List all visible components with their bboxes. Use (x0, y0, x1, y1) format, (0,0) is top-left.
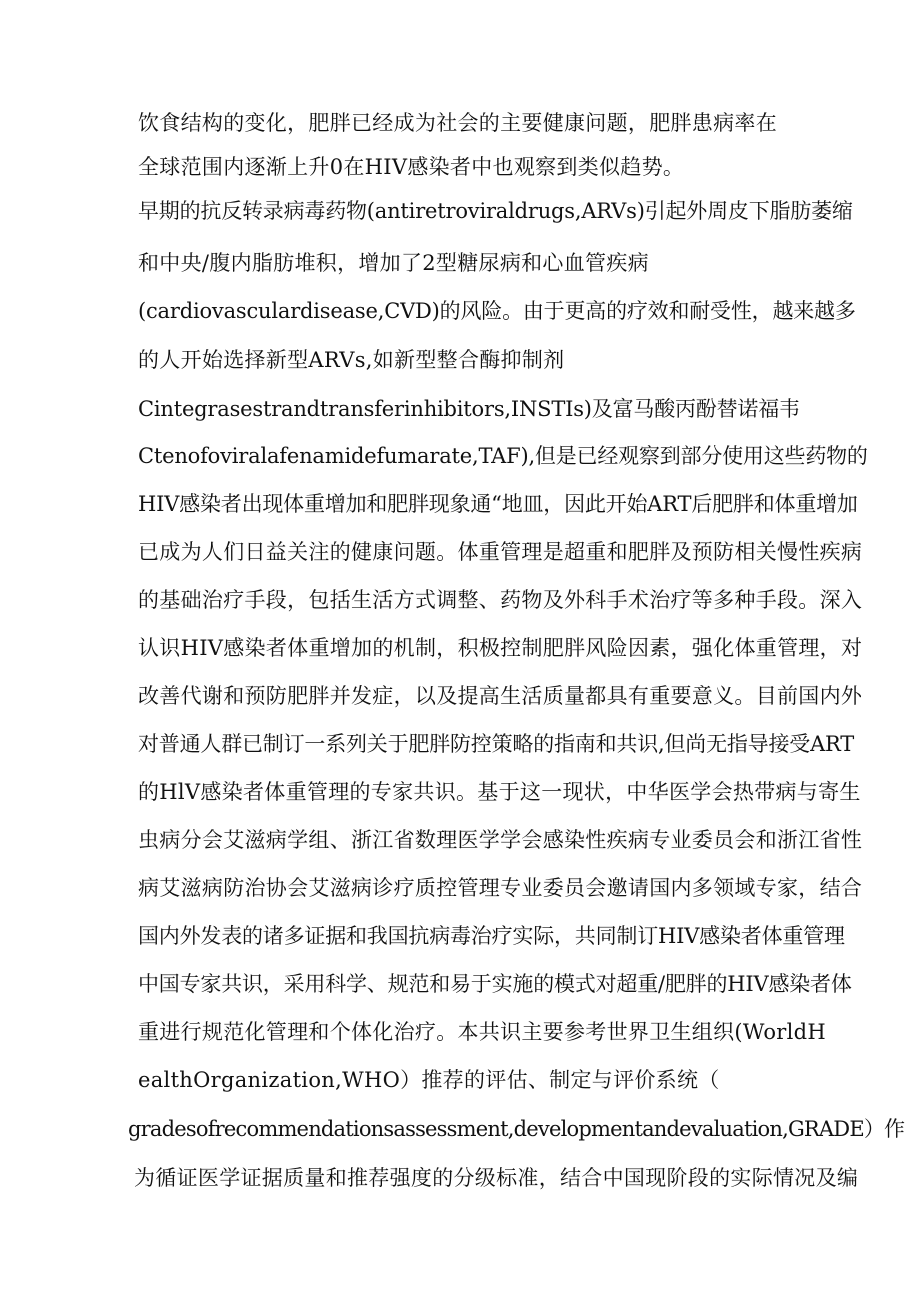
text-line-23: 为循证医学证据质量和推荐强度的分级标准，结合中国现阶段的实际情况及编 (134, 1166, 859, 1190)
text-line-13: 改善代谢和预防肥胖并发症，以及提高生活质量都具有重要意义。目前国内外 (138, 684, 863, 708)
text-line-2: 全球范围内逐渐上升0在HIV感染者中也观察到类似趋势。 (138, 155, 685, 179)
text-line-8: Ctenofoviralafenamidefumarate,TAF),但是已经观察到部分使用这些药物的 (138, 444, 868, 468)
text-line-7: Cintegrasestrandtransferinhibitors,INSTIs)及富马酸丙酚替诺福韦 (138, 397, 800, 421)
text-line-10: 已成为人们日益关注的健康问题。体重管理是超重和肥胖及预防相关慢性疾病 (138, 540, 863, 564)
text-line-16: 虫病分会艾滋病学组、浙江省数理医学学会感染性疾病专业委员会和浙江省性 (138, 828, 863, 852)
text-line-1: 饮食结构的变化，肥胖已经成为社会的主要健康问题，肥胖患病率在 (138, 111, 777, 135)
text-line-12: 认识HIV感染者体重增加的机制，积极控制肥胖风险因素，强化体重管理，对 (138, 636, 863, 660)
text-line-14: 对普通人群已制订一系列关于肥胖防控策略的指南和共识,但尚无指导接受ART (138, 732, 855, 756)
text-line-18: 国内外发表的诸多证据和我国抗病毒治疗实际，共同制订HIV感染者体重管理 (138, 924, 845, 948)
text-line-6: 的人开始选择新型ARVs,如新型整合酶抑制剂 (138, 348, 565, 372)
text-line-4: 和中央/腹内脂肪堆积，增加了2型糖尿病和心血管疾病 (138, 251, 649, 275)
text-line-21: ealthOrganization,WHO）推荐的评估、制定与评价系统（ (138, 1068, 720, 1092)
text-line-22: gradesofrecommendationsassessment,developmentandevaluation,GRADE）作 (128, 1117, 905, 1141)
text-line-5: (cardiovasculardisease,CVD)的风险。由于更高的疗效和耐受性，越来越多 (138, 299, 856, 323)
text-line-19: 中国专家共识，采用科学、规范和易于实施的模式对超重/肥胖的HIV感染者体 (138, 972, 852, 996)
text-line-11: 的基础治疗手段，包括生活方式调整、药物及外科手术治疗等多种手段。深入 (138, 588, 863, 612)
text-line-9: HIV感染者出现体重增加和肥胖现象通“地皿，因此开始ART后肥胖和体重增加 (138, 492, 858, 516)
text-line-3: 早期的抗反转录病毒药物(antiretroviraldrugs,ARVs)引起外周皮下脂肪萎缩 (138, 199, 853, 223)
text-line-17: 病艾滋病防治协会艾滋病诊疗质控管理专业委员会邀请国内多领域专家，结合 (138, 876, 863, 900)
text-line-15: 的HlV感染者体重管理的专家共识。基于这一现状，中华医学会热带病与寄生 (138, 780, 861, 804)
text-line-20: 重进行规范化管理和个体化治疗。本共识主要参考世界卫生组织(WorldH (138, 1020, 827, 1044)
